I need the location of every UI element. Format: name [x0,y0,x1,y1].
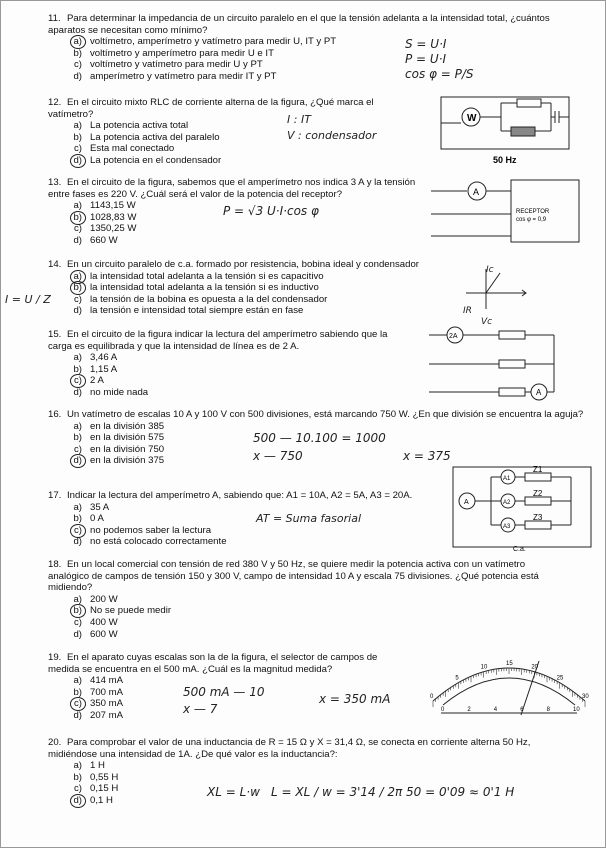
option-text: voltímetro, amperímetro y vatímetro para medir U, IT y PT [90,36,337,48]
figure-q13-circuit [431,176,591,246]
options-list [68,120,408,166]
question-text: En el circuito mixto RLC de corriente alterna de la figura, ¿Qué marca el vatímetro? [48,97,374,120]
question-text: En un circuito paralelo de c.a. formado por resistencia, bobina ideal y condensador [67,259,419,270]
option-item[interactable] [68,617,558,629]
option-text: 1350,25 W [90,223,137,235]
option-letter [68,223,82,235]
option-item[interactable] [68,36,568,48]
question-text: En el circuito de la figura indicar la lectura del amperímetro sabiendo que la carga es equilibrada y que la intensidad de línea es de 2 A. [48,329,388,352]
question-text: Para comprobar el valor de una inductancia de R = 15 Ω y X = 31,4 Ω, se conecta en corriente alterna 50 Hz, midiéndose una intensidad de 1A. ¿De qué valor es la inductancia?: [48,737,531,760]
option-letter-text: a) [73,200,82,212]
option-item[interactable] [68,271,468,283]
option-item[interactable] [68,48,568,60]
option-text: 0 A [90,513,104,525]
option-text: 1028,83 W [90,211,137,223]
option-item[interactable] [68,223,428,235]
option-text: no está colocado correctamente [90,536,227,548]
option-item[interactable] [68,235,428,247]
upper-scale-label: 5 [455,675,459,682]
option-letter-text: b) [73,131,82,143]
option-text: 350 mA [90,698,124,710]
note-q11-p: P = U·I [405,52,447,66]
question-stem [48,409,588,421]
option-letter-text: c) [74,59,82,71]
option-letter-text: c) [74,293,82,305]
option-item[interactable] [68,536,448,548]
upper-scale-label: 0 [430,694,434,700]
option-text: en la división 750 [90,443,165,455]
options-list [68,36,568,82]
option-letter [68,617,82,629]
question-number: 20. [48,737,62,748]
upper-scale-label: 25 [556,675,564,682]
lower-scale-label: 6 [520,707,524,713]
option-letter-text: d) [73,536,82,548]
option-text: 600 W [90,628,118,640]
option-letter [68,432,82,444]
option-item[interactable] [68,375,408,387]
lower-scale-label: 4 [493,707,498,713]
option-letter-text: d) [73,709,82,721]
option-text: la intensidad total adelanta a la tensión si es inductivo [90,282,319,294]
upper-scale-label: 30 [582,694,589,700]
option-letter-text: a) [73,36,82,48]
option-item[interactable] [68,760,568,772]
note-q19-1: 500 mA — 10 [183,685,265,699]
option-text: no podemos saber la lectura [90,524,212,536]
option-letter [68,387,82,399]
option-letter-text: a) [73,420,82,432]
option-letter-text: b) [73,363,82,375]
option-item[interactable] [68,594,558,606]
option-item[interactable] [68,710,403,722]
figure-q19-scale [421,641,597,727]
figure-q14-phasor [456,263,536,313]
option-letter-text: c) [74,223,82,235]
option-item[interactable] [68,387,408,399]
option-text: La potencia activa del paralelo [90,131,220,143]
option-letter [68,294,82,306]
option-item[interactable] [68,444,588,456]
option-letter [68,235,82,247]
note-q14-i: I = U / Z [5,293,51,306]
option-letter [68,455,82,467]
option-text: 207 mA [90,709,124,721]
option-letter [68,536,82,548]
option-item[interactable] [68,629,558,641]
option-text: en la división 575 [90,432,165,444]
question-stem [48,177,428,200]
option-letter-text: d) [73,455,82,467]
option-text: 200 W [90,593,118,605]
question-stem [48,652,403,675]
figure-q17-circuit [453,465,593,555]
note-q19-2: x — 7 [183,702,218,716]
option-letter [68,795,82,807]
load-z1-label: Z1 [533,465,543,474]
lower-scale-label: 2 [467,707,471,713]
option-letter [68,772,82,784]
option-letter-text: b) [73,686,82,698]
option-text: 0,15 H [90,783,119,795]
option-letter [68,155,82,167]
option-letter-text: b) [73,771,82,783]
option-letter-text: d) [73,794,82,806]
option-letter-text: b) [73,282,82,294]
question-text: Para determinar la impedancia de un circuito paralelo en el que la tensión adelanta a la intensidad total, ¿cuántos aparatos se necesitan como mínimo? [48,13,550,36]
option-text: amperímetro y vatímetro para medir IT y PT [90,70,277,82]
option-item[interactable] [68,59,568,71]
upper-scale-label: 15 [506,661,513,667]
note-q12-i: I : IT [287,113,311,126]
option-letter [68,760,82,772]
question-number: 15. [48,329,62,340]
option-text: 1143,15 W [90,200,136,212]
option-text: voltímetro y vatímetro para medir U y PT [90,59,263,71]
question-stem [48,737,568,760]
figure-q12-circuit [431,93,581,165]
options-list [68,271,468,317]
note-q17: AT = Suma fasorial [256,512,362,525]
option-item[interactable] [68,352,408,364]
option-item[interactable] [68,282,468,294]
question-text: En el aparato cuyas escalas son la de la figura, el selector de campos de medida se encuentra en el 500 mA. ¿Cuál es la magnitud medida? [48,652,378,675]
question-number: 13. [48,177,62,188]
question-stem [48,329,408,352]
note-q11-cos: cos φ = P/S [405,67,474,81]
option-text: Esta mal conectado [90,143,175,155]
ammeter-label: A [473,187,480,197]
question-number: 14. [48,259,62,270]
option-letter [68,282,82,294]
option-letter-text: c) [74,443,82,455]
option-letter-text: a) [73,270,82,282]
upper-scale-label: 20 [531,664,539,671]
option-text: la tensión e intensidad total siempre están en fase [90,305,304,317]
receptor-label: RECEPTOR [516,209,550,215]
answer-mark-circle [70,154,86,168]
option-letter [68,502,82,514]
note-q16-3: x = 375 [403,449,451,463]
lower-scale-label: 8 [546,707,550,713]
option-text: la tensión de la bobina es opuesta a la del condensador [90,293,328,305]
option-text: 1,15 A [90,363,118,375]
option-item[interactable] [68,143,408,155]
question-stem [48,97,408,120]
load-z2-label: Z2 [533,489,543,498]
ammeter-2a-label: 2A [449,333,458,340]
option-item[interactable] [68,525,448,537]
ammeter-a1-label: A1 [503,476,511,482]
load-z3-label: Z3 [533,513,543,522]
figure-q15-circuit [429,326,589,401]
option-letter [68,375,82,387]
option-item[interactable] [68,364,408,376]
option-letter [68,200,82,212]
source-label: C.a. [513,546,526,553]
question-stem [48,13,568,36]
options-list [68,594,558,640]
lower-scale-label: 0 [441,707,445,713]
option-letter [68,605,82,617]
option-letter [68,59,82,71]
option-letter-text: d) [73,154,82,166]
option-text: no mide nada [90,386,149,398]
option-letter-text: a) [73,352,82,364]
option-letter-text: d) [73,386,82,398]
option-letter [68,71,82,83]
option-letter-text: c) [74,524,82,536]
option-letter-text: a) [73,120,82,132]
option-item[interactable] [68,305,468,317]
option-text: 35 A [90,501,110,513]
option-text: 0,1 H [90,794,113,806]
question-11 [48,13,568,83]
option-letter [68,710,82,722]
option-letter-text: c) [74,783,82,795]
note-q16-1: 500 — 10.100 = 1000 [253,431,386,445]
option-letter-text: d) [73,305,82,317]
question-number: 19. [48,652,62,663]
option-letter-text: d) [73,234,82,246]
option-text: en la división 375 [90,455,165,467]
upper-scale-label: 10 [480,664,488,671]
option-letter-text: b) [73,513,82,525]
option-text: voltímetro y amperímetro para medir U e IT [90,47,274,59]
option-letter [68,525,82,537]
option-letter [68,132,82,144]
options-list [68,352,408,398]
question-stem [48,559,558,594]
option-text: 2 A [90,375,104,387]
option-letter [68,36,82,48]
question-text: Un vatímetro de escalas 10 A y 100 V con 500 divisiones, está marcando 750 W. ¿En que división se encuentra la aguja? [67,409,584,420]
option-letter [68,698,82,710]
question-number: 16. [48,409,62,420]
option-letter-text: b) [73,211,82,223]
lower-scale-label: 10 [573,707,580,713]
option-letter-text: c) [74,143,82,155]
option-text: 1 H [90,760,105,772]
note-q14-ic: Ic [486,265,494,275]
option-letter [68,48,82,60]
option-letter-text: c) [74,375,82,387]
option-text: 400 W [90,616,118,628]
cos-label: cos φ = 0,9 [516,217,547,223]
note-q14-ir: IR [463,306,472,316]
answer-mark-circle [70,454,86,468]
ammeter-total-label: A [464,499,469,506]
question-text: En un local comercial con tensión de red 380 V y 50 Hz, se quiere medir la potencia activa con un vatímetro analógico de campos de tensión 150 y 300 V, campo de intensidad 10 A y escala 75 divisiones. ¿Qué potencia está midiendo? [48,559,539,594]
note-q20-2: L = XL / w = 3'14 / 2π 50 = 0'09 ≈ 0'1 H [271,785,515,799]
option-letter [68,513,82,525]
note-q19-3: x = 350 mA [319,692,391,706]
option-item[interactable] [68,605,558,617]
question-text: Indicar la lectura del amperímetro A, sabiendo que: A1 = 10A, A2 = 5A, A3 = 20A. [67,490,413,501]
option-letter [68,421,82,433]
ammeter-a-label: A [536,388,542,397]
option-letter-text: a) [73,501,82,513]
question-number: 12. [48,97,62,108]
option-text: La potencia en el condensador [90,154,222,166]
option-item[interactable] [68,294,468,306]
question-stem [48,259,468,271]
options-list [68,760,568,806]
note-q13-p: P = √3 U·I·cos φ [223,204,319,218]
option-text: 0,55 H [90,771,119,783]
question-15 [48,329,408,399]
option-letter [68,305,82,317]
question-17 [48,490,448,548]
option-text: en la división 385 [90,420,165,432]
option-item[interactable] [68,71,568,83]
note-q20-1: XL = L·w [207,785,260,799]
option-text: No se puede medir [90,605,172,617]
option-letter-text: d) [73,628,82,640]
option-text: La potencia activa total [90,120,189,132]
option-letter-text: c) [74,616,82,628]
option-item[interactable] [68,772,568,784]
option-letter [68,212,82,224]
note-q16-2: x — 750 [253,449,303,463]
answer-mark-circle [70,794,86,808]
question-text: En el circuito de la figura, sabemos que el amperímetro nos indica 3 A y la tensión entre fases es 220 V. ¿Cuál será el valor de la potencia del receptor? [48,177,416,200]
option-text: la intensidad total adelanta a la tensión si es capacitivo [90,270,324,282]
ammeter-a2-label: A2 [503,500,511,506]
question-number: 18. [48,559,62,570]
question-number: 11. [48,13,61,24]
option-letter-text: d) [73,70,82,82]
option-text: 3,46 A [90,352,118,364]
option-letter-text: b) [73,432,82,444]
question-stem [48,490,448,502]
question-14 [48,259,468,317]
option-letter [68,675,82,687]
freq-label: 50 Hz [493,155,517,165]
question-number: 17. [48,490,62,501]
option-letter-text: a) [73,593,82,605]
ammeter-a3-label: A3 [503,524,511,530]
option-letter-text: a) [73,675,82,687]
option-letter [68,629,82,641]
option-letter [68,120,82,132]
option-text: 700 mA [90,686,124,698]
note-q14-vc: Vc [481,317,493,327]
option-item[interactable] [68,155,408,167]
option-letter-text: c) [74,698,82,710]
question-18 [48,559,558,640]
option-letter [68,352,82,364]
option-letter-text: b) [73,47,82,59]
option-letter-text: a) [73,760,82,772]
option-text: 414 mA [90,675,124,687]
note-q12-v: V : condensador [287,129,377,142]
note-q11-s: S = U·I [405,37,447,51]
option-text: 660 W [90,234,118,246]
option-letter-text: b) [73,605,82,617]
wattmeter-label: W [467,113,477,124]
